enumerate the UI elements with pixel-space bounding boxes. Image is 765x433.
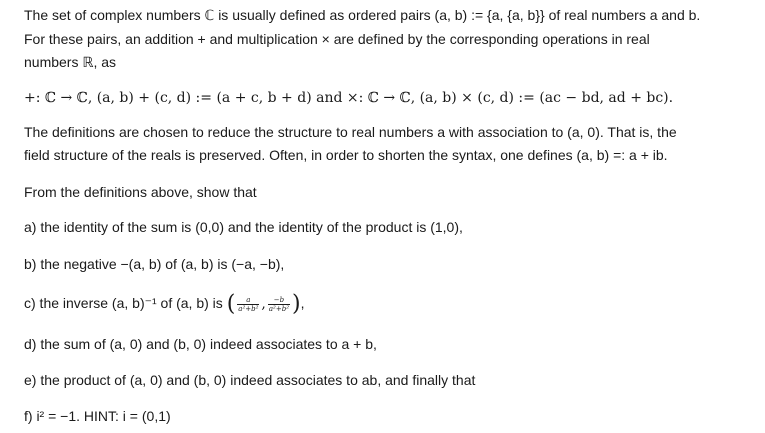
operation-definitions: +: ℂ → ℂ, (a, b) + (c, d) := (a + c, b + d) and ×: ℂ → ℂ, (a, b) × (c, d) := (ac − bd, ad + bc). — [24, 90, 674, 106]
item-b: b) the negative −(a, b) of (a, b) is (−a, −b), — [24, 256, 285, 272]
fraction-1-denominator: a²+b² — [238, 304, 259, 313]
fraction-2-numerator: −b — [268, 296, 290, 305]
item-c — [24, 290, 305, 316]
fraction-separator: , — [261, 296, 266, 312]
fraction-1-numerator: a — [237, 296, 259, 305]
item-a: a) the identity of the sum is (0,0) and the identity of the product is (1,0), — [24, 219, 463, 235]
item-d: d) the sum of (a, 0) and (b, 0) indeed associates to a + b, — [24, 336, 377, 352]
inverse-close-paren: ) — [292, 291, 301, 317]
explanation-line-2: field structure of the reals is preserved. Often, in order to shorten the syntax, one defines (a, b) =: a + ib. — [24, 147, 668, 163]
item-c-prefix: c) the inverse (a, b)⁻¹ of (a, b) is — [24, 295, 223, 311]
inverse-open-paren: ( — [226, 291, 236, 317]
intro-line-3: numbers ℝ, as — [24, 54, 117, 70]
item-c-trailing-comma: , — [300, 295, 305, 311]
inverse-fraction-2 — [268, 296, 290, 313]
intro-line-2: For these pairs, an addition + and multiplication × are defined by the corresponding operations in real — [24, 31, 650, 47]
item-f: f) i² = −1. HINT: i = (0,1) — [24, 408, 171, 424]
fraction-2-denominator: a²+b² — [268, 304, 290, 313]
intro-line-1: The set of complex numbers ℂ is usually defined as ordered pairs (a, b) := {a, {a, b}} of real numbers a and b. — [24, 7, 701, 23]
task-prompt: From the definitions above, show that — [24, 184, 257, 200]
explanation-line-1: The definitions are chosen to reduce the structure to real numbers a with association to (a, 0). That is, the — [24, 124, 677, 140]
item-e: e) the product of (a, 0) and (b, 0) indeed associates to ab, and finally that — [24, 372, 476, 388]
inverse-fraction-1 — [237, 296, 259, 313]
